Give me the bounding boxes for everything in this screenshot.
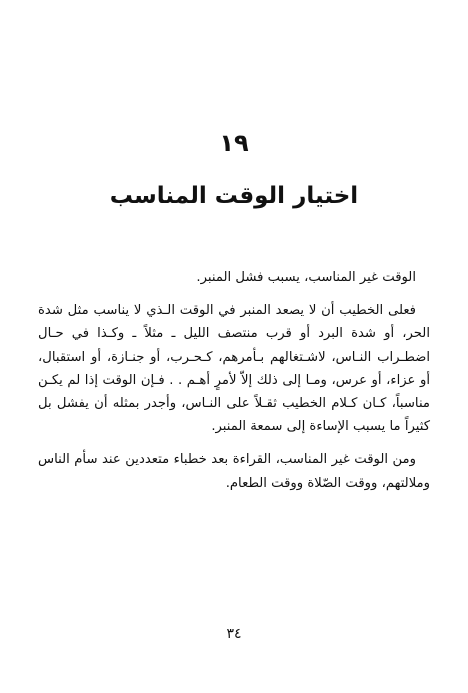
- chapter-number: ١٩: [219, 129, 249, 157]
- paragraph: الوقت غير المناسب، يسبب فشل المنبر.: [196, 270, 416, 285]
- body-text: [38, 266, 430, 495]
- page-number: ٣٤: [226, 626, 242, 642]
- paragraph: فعلى الخطيب أن لا يصعد المنبر في الوقت الـذي لا يناسب مثل شدة الحر، أو شدة البرد أو قرب منتصف الليل ـ مثلاً ـ وكـذا في حـال اضطـراب النـاس، لاشـتغالهم بـأمرهم، كـحـرب، أو جنـازة، أو استقبال، أو عزاء، أو عرس، ومـا إلى ذلك إلاّ لأمرٍ أهـم . . فـإن الوقت إذا لم يكـن مناسباً، كـان كـلام الخطيب ثقـلاً على النـاس، وأجدر بمثله أن يفشل بل كثيراً ما يسبب الإساءة إلى سمعة المنبر.: [38, 303, 430, 435]
- paragraph: ومن الوقت غير المناسب، القراءة بعد خطباء متعددين عند سأم الناس وملالتهم، ووقت الصّلاة ووقت الطعام.: [38, 452, 430, 491]
- chapter-title: اختيار الوقت المناسب: [109, 183, 359, 209]
